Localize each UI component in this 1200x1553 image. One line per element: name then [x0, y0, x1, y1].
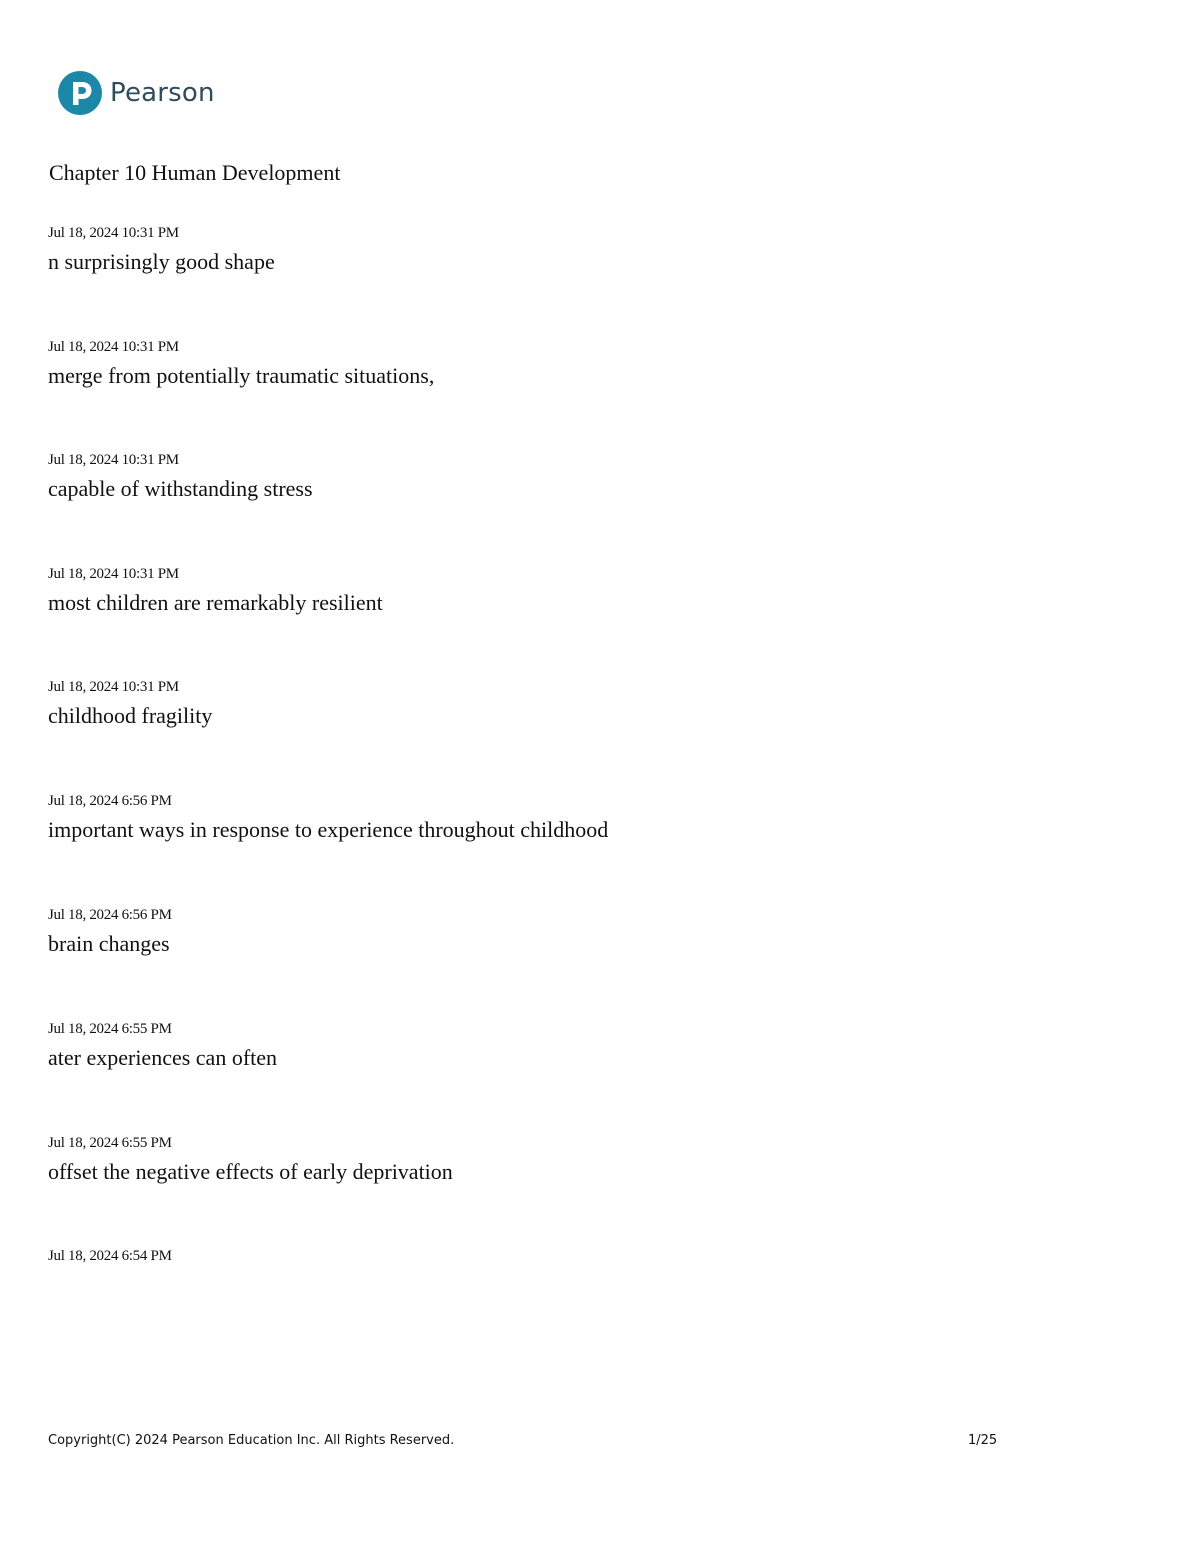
footer-copyright: Copyright(C) 2024 Pearson Education Inc. All Rights Reserved.: [48, 1433, 455, 1448]
document-title: Chapter 10 Human Development: [49, 160, 341, 185]
entry-timestamp: Jul 18, 2024 6:56 PM: [48, 907, 172, 923]
entry-timestamp: Jul 18, 2024 10:31 PM: [48, 566, 179, 582]
entry-timestamp: Jul 18, 2024 6:55 PM: [48, 1135, 172, 1151]
note-entry: [48, 792, 608, 844]
note-entry: [48, 1134, 453, 1186]
note-entry: [48, 224, 275, 276]
note-entry: [48, 678, 212, 730]
entry-timestamp: Jul 18, 2024 6:55 PM: [48, 1021, 172, 1037]
entry-timestamp: Jul 18, 2024 10:31 PM: [48, 679, 179, 695]
entry-text: merge from potentially traumatic situations,: [48, 363, 435, 388]
note-entry: [48, 451, 313, 503]
entry-text: childhood fragility: [48, 703, 213, 728]
pearson-p-icon: [58, 71, 102, 115]
note-entry: [48, 338, 434, 390]
entry-timestamp: Jul 18, 2024 10:31 PM: [48, 339, 179, 355]
entry-timestamp: Jul 18, 2024 6:56 PM: [48, 793, 172, 809]
entry-timestamp: Jul 18, 2024 10:31 PM: [48, 225, 179, 241]
entry-text: offset the negative effects of early deprivation: [48, 1159, 453, 1184]
note-entry: [48, 1020, 277, 1072]
entry-text: important ways in response to experience throughout childhood: [48, 817, 609, 842]
entry-text: brain changes: [48, 931, 170, 956]
note-entry: [48, 906, 172, 958]
entry-text: capable of withstanding stress: [48, 476, 313, 501]
entry-text: ater experiences can often: [48, 1045, 278, 1070]
pearson-logo: [58, 71, 215, 115]
entry-text: n surprisingly good shape: [48, 249, 275, 274]
footer-page-number: 1/25: [968, 1433, 998, 1448]
pearson-wordmark: Pearson: [110, 78, 215, 108]
entry-timestamp: Jul 18, 2024 10:31 PM: [48, 452, 179, 468]
entry-timestamp: Jul 18, 2024 6:54 PM: [48, 1248, 172, 1264]
note-entry: [48, 1247, 172, 1271]
note-entry: [48, 565, 383, 617]
entry-text: most children are remarkably resilient: [48, 590, 383, 615]
